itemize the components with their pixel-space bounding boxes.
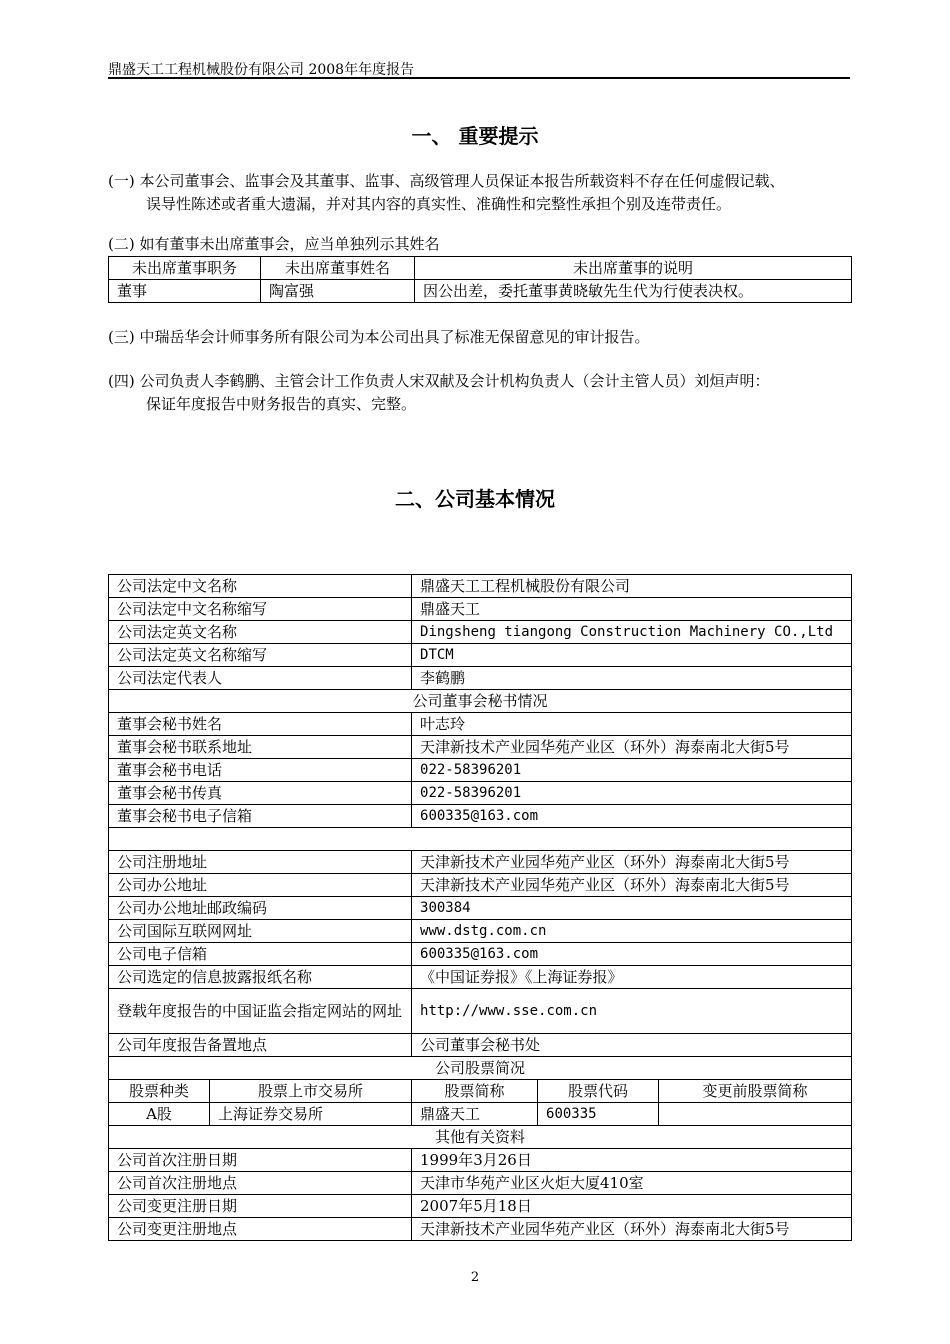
- row-value: 鼎盛天工: [412, 598, 852, 621]
- company-info-table: [108, 574, 852, 1241]
- stock-heading: 公司股票简况: [109, 1057, 852, 1080]
- row-label: 公司变更注册地点: [109, 1218, 412, 1241]
- header-rule: [108, 77, 850, 79]
- table-row: [109, 713, 852, 736]
- row-value: 天津新技术产业园华苑产业区（环外）海泰南北大街5号: [412, 1218, 852, 1241]
- notice-item-2: (二) 如有董事未出席董事会，应当单独列示其姓名: [108, 235, 440, 253]
- table-header-cell: 未出席董事姓名: [261, 257, 415, 280]
- stock-header-cell: 股票代码: [538, 1080, 659, 1103]
- stock-header-row: [109, 1080, 852, 1103]
- row-value: www.dstg.com.cn: [412, 920, 852, 943]
- row-label: 公司法定代表人: [109, 667, 412, 690]
- section-title-company-info: 二、公司基本情况: [395, 487, 555, 511]
- row-label: 公司首次注册地点: [109, 1172, 412, 1195]
- notice-item-4-line2: 保证年度报告中财务报告的真实、完整。: [146, 395, 417, 413]
- table-section-heading: [109, 690, 852, 713]
- stock-header-cell: 股票种类: [109, 1080, 210, 1103]
- notice-item-1-line2: 误导性陈述或者重大遗漏，并对其内容的真实性、准确性和完整性承担个别及连带责任。: [146, 195, 732, 213]
- page-number: 2: [470, 1270, 480, 1285]
- table-row: [109, 759, 852, 782]
- row-label: 公司选定的信息披露报纸名称: [109, 966, 412, 989]
- row-value: 600335@163.com: [412, 805, 852, 828]
- row-label: 登载年度报告的中国证监会指定网站的网址: [109, 989, 412, 1034]
- table-row: [109, 1034, 852, 1057]
- table-header-cell: 未出席董事的说明: [415, 257, 852, 280]
- row-label: 公司法定中文名称: [109, 575, 412, 598]
- stock-cell: A股: [109, 1103, 210, 1126]
- table-section-heading: [109, 1057, 852, 1080]
- row-value: 公司董事会秘书处: [412, 1034, 852, 1057]
- table-cell: 陶富强: [261, 280, 415, 303]
- row-label: 公司法定英文名称缩写: [109, 644, 412, 667]
- row-value: 天津新技术产业园华苑产业区（环外）海泰南北大街5号: [412, 736, 852, 759]
- table-row: [109, 943, 852, 966]
- row-label: 董事会秘书联系地址: [109, 736, 412, 759]
- table-row: [109, 280, 852, 303]
- row-label: 公司法定英文名称: [109, 621, 412, 644]
- row-label: 公司国际互联网网址: [109, 920, 412, 943]
- row-label: 公司注册地址: [109, 851, 412, 874]
- row-value: 鼎盛天工工程机械股份有限公司: [412, 575, 852, 598]
- table-row: [109, 667, 852, 690]
- row-label: 董事会秘书姓名: [109, 713, 412, 736]
- notice-item-3: (三) 中瑞岳华会计师事务所有限公司为本公司出具了标准无保留意见的审计报告。: [108, 328, 650, 346]
- row-value: 022-58396201: [412, 782, 852, 805]
- row-label: 董事会秘书电话: [109, 759, 412, 782]
- row-value: 600335@163.com: [412, 943, 852, 966]
- stock-header-cell: 股票简称: [412, 1080, 538, 1103]
- row-value: Dingsheng tiangong Construction Machinery CO.,Ltd: [412, 621, 852, 644]
- table-row: [109, 575, 852, 598]
- table-row: [109, 897, 852, 920]
- row-label: 公司法定中文名称缩写: [109, 598, 412, 621]
- row-value: 2007年5月18日: [412, 1195, 852, 1218]
- table-row: [109, 851, 852, 874]
- row-value: 李鹤鹏: [412, 667, 852, 690]
- stock-row: [109, 1103, 852, 1126]
- blank-cell: [109, 828, 852, 851]
- stock-header-cell: 股票上市交易所: [210, 1080, 412, 1103]
- row-value: http://www.sse.com.cn: [412, 989, 852, 1034]
- row-label: 公司变更注册日期: [109, 1195, 412, 1218]
- row-value: 天津新技术产业园华苑产业区（环外）海泰南北大街5号: [412, 874, 852, 897]
- table-header-row: [109, 257, 852, 280]
- table-row: [109, 805, 852, 828]
- table-row: [109, 736, 852, 759]
- stock-cell: 上海证券交易所: [210, 1103, 412, 1126]
- table-row: [109, 1218, 852, 1241]
- secretary-heading: 公司董事会秘书情况: [109, 690, 852, 713]
- table-row: [109, 989, 852, 1034]
- table-blank-row: [109, 828, 852, 851]
- table-row: [109, 1172, 852, 1195]
- row-value: 300384: [412, 897, 852, 920]
- row-label: 董事会秘书电子信箱: [109, 805, 412, 828]
- table-row: [109, 621, 852, 644]
- table-row: [109, 1195, 852, 1218]
- row-label: 公司办公地址邮政编码: [109, 897, 412, 920]
- row-label: 董事会秘书传真: [109, 782, 412, 805]
- table-section-heading: [109, 1126, 852, 1149]
- table-row: [109, 598, 852, 621]
- table-row: [109, 920, 852, 943]
- section-title-important-notice: 一、 重要提示: [411, 124, 539, 148]
- table-row: [109, 782, 852, 805]
- page-header: 鼎盛天工工程机械股份有限公司 2008年年度报告: [108, 62, 415, 78]
- other-heading: 其他有关资料: [109, 1126, 852, 1149]
- row-value: 《中国证券报》《上海证券报》: [412, 966, 852, 989]
- row-label: 公司电子信箱: [109, 943, 412, 966]
- absent-director-table: [108, 256, 852, 303]
- row-value: DTCM: [412, 644, 852, 667]
- table-cell: 因公出差，委托董事黄晓敏先生代为行使表决权。: [415, 280, 852, 303]
- table-cell: 董事: [109, 280, 261, 303]
- stock-cell: [659, 1103, 852, 1126]
- row-value: 022-58396201: [412, 759, 852, 782]
- row-value: 天津市华苑产业区火炬大厦410室: [412, 1172, 852, 1195]
- row-label: 公司办公地址: [109, 874, 412, 897]
- row-label: 公司首次注册日期: [109, 1149, 412, 1172]
- notice-item-4: [108, 370, 853, 416]
- row-label: 公司年度报告备置地点: [109, 1034, 412, 1057]
- table-row: [109, 874, 852, 897]
- stock-cell: 600335: [538, 1103, 659, 1126]
- row-value: 天津新技术产业园华苑产业区（环外）海泰南北大街5号: [412, 851, 852, 874]
- stock-cell: 鼎盛天工: [412, 1103, 538, 1126]
- notice-item-1-line1: (一) 本公司董事会、监事会及其董事、监事、高级管理人员保证本报告所载资料不存在任何虚假记载、: [108, 172, 785, 190]
- table-header-cell: 未出席董事职务: [109, 257, 261, 280]
- table-row: [109, 644, 852, 667]
- notice-item-4-line1: (四) 公司负责人李鹤鹏、主管会计工作负责人宋双献及会计机构负责人（会计主管人员）刘烜声明：: [108, 372, 770, 390]
- table-row: [109, 1149, 852, 1172]
- row-value: 1999年3月26日: [412, 1149, 852, 1172]
- row-value: 叶志玲: [412, 713, 852, 736]
- stock-header-cell: 变更前股票简称: [659, 1080, 852, 1103]
- table-row: [109, 966, 852, 989]
- notice-item-1: [108, 170, 853, 216]
